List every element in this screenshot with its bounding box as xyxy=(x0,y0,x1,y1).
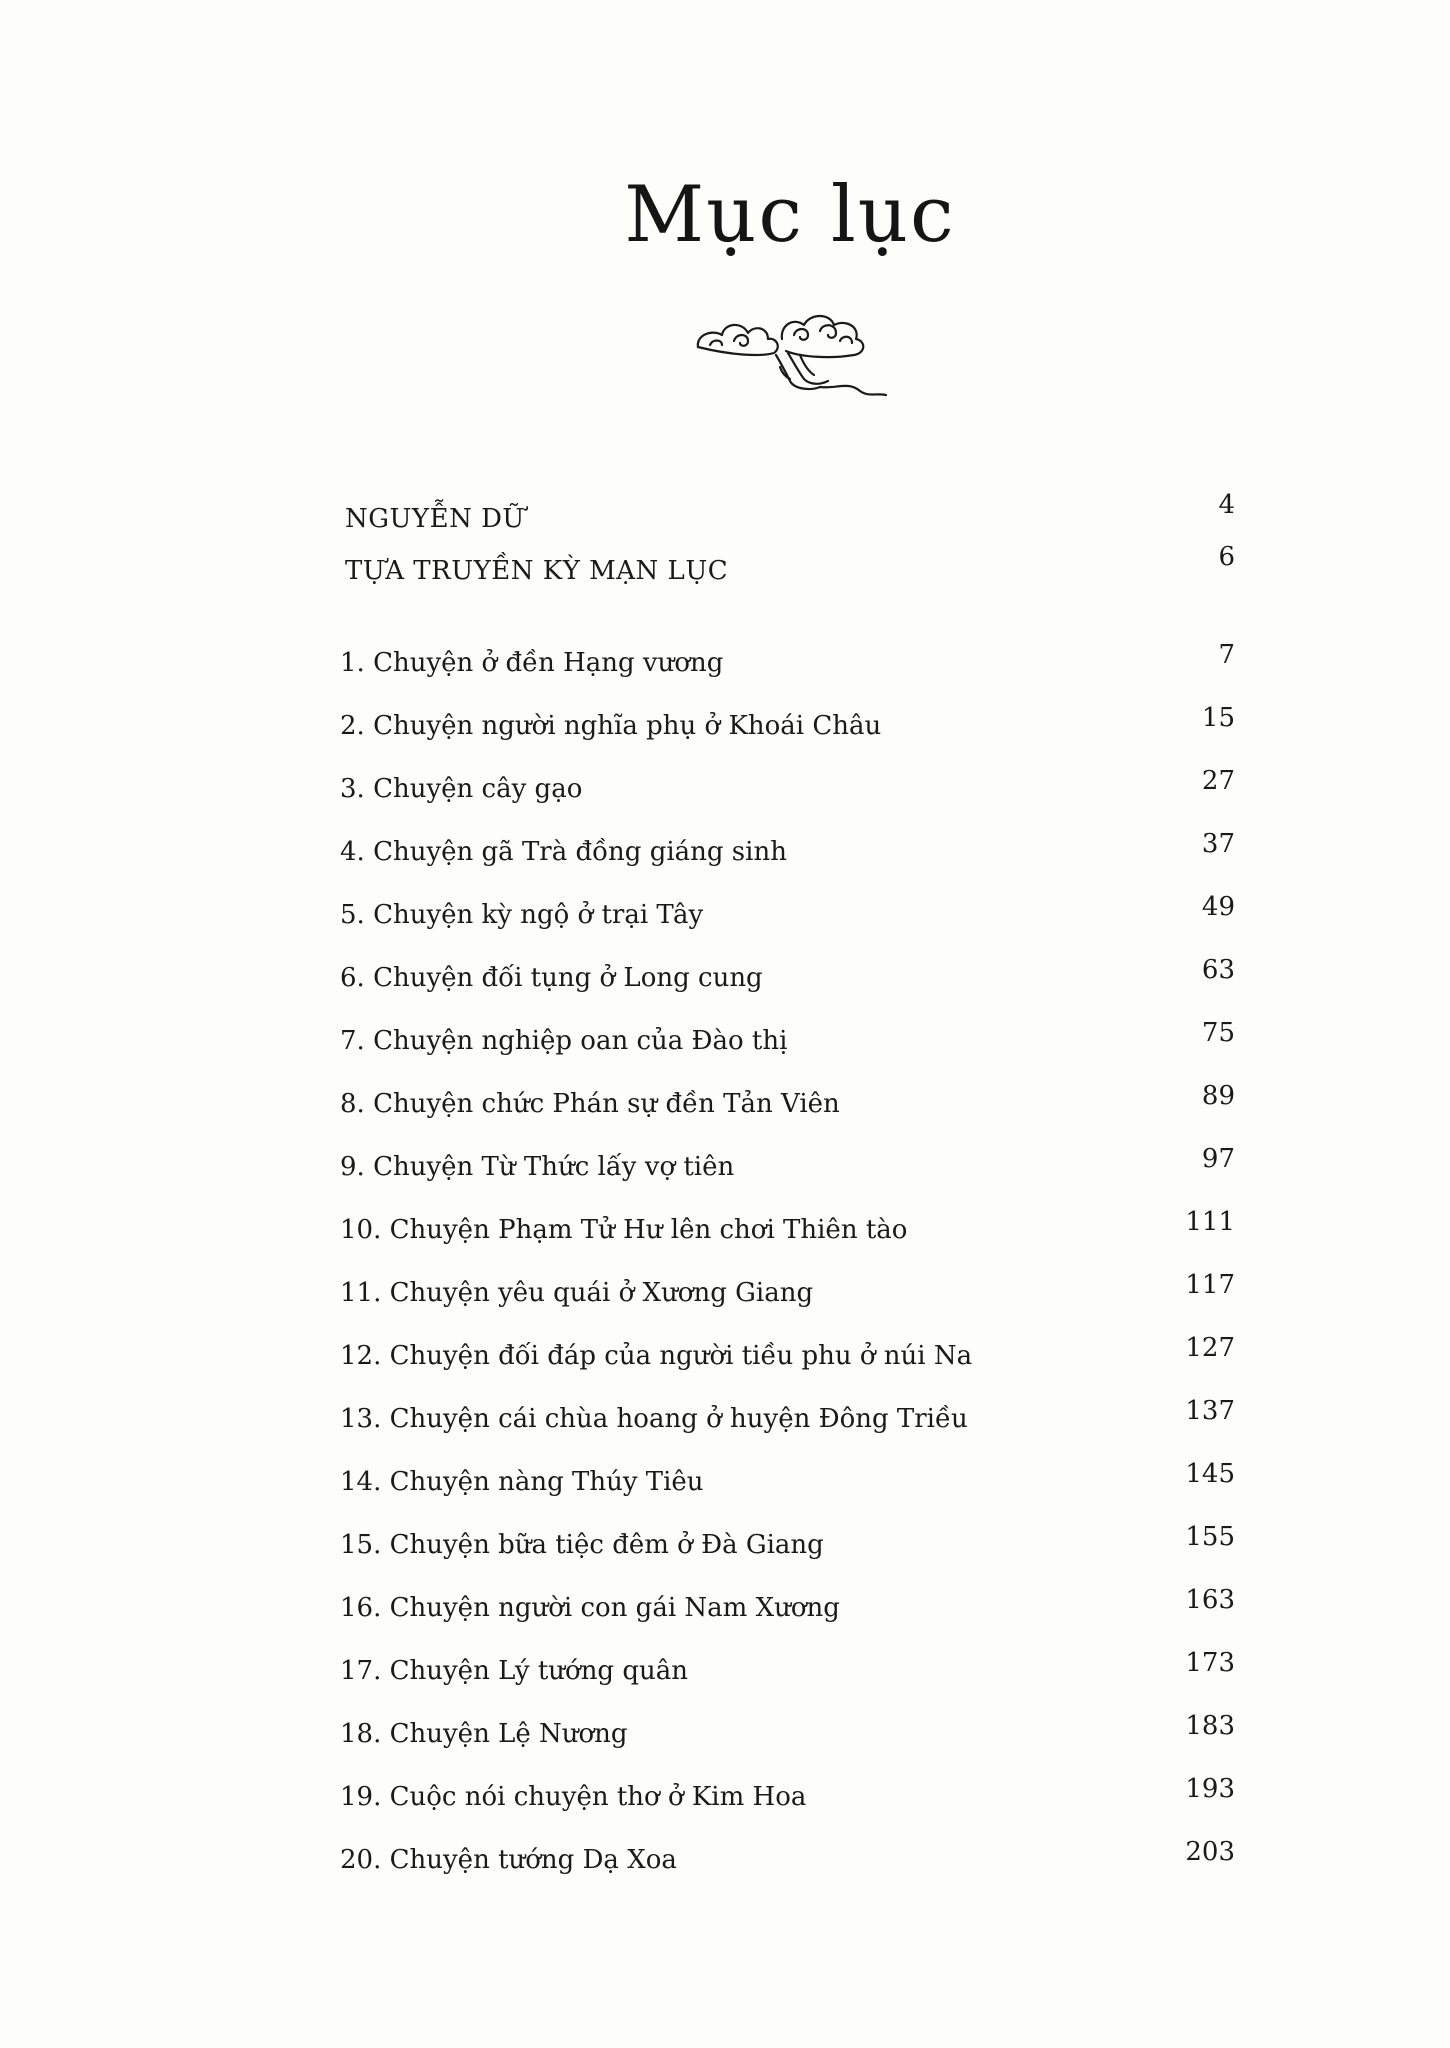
toc-entry[interactable] xyxy=(340,829,1235,883)
toc-entry[interactable] xyxy=(340,1207,1235,1261)
toc-entry[interactable] xyxy=(340,1648,1235,1702)
toc-entry-label: NGUYỄN DỮ xyxy=(345,504,525,534)
toc-entry[interactable] xyxy=(340,640,1235,694)
cloud-ornament-icon xyxy=(690,305,890,405)
toc-entry[interactable] xyxy=(340,1018,1235,1072)
toc-entry-label: 18. Chuyện Lệ Nương xyxy=(340,1719,628,1749)
toc-entry-page: 97 xyxy=(1201,1144,1235,1174)
toc-entry-label: 17. Chuyện Lý tướng quân xyxy=(340,1656,688,1686)
toc-entry-label: 14. Chuyện nàng Thúy Tiêu xyxy=(340,1467,704,1497)
toc-entry[interactable] xyxy=(340,1774,1235,1828)
toc-entry-page: 127 xyxy=(1185,1333,1235,1363)
toc-entry-label: 16. Chuyện người con gái Nam Xương xyxy=(340,1593,840,1623)
toc-entry-label: 1. Chuyện ở đền Hạng vương xyxy=(340,648,724,678)
toc-entry-page: 163 xyxy=(1185,1585,1235,1615)
toc-entry-label: 4. Chuyện gã Trà đồng giáng sinh xyxy=(340,837,787,867)
toc-entry-page: 203 xyxy=(1185,1837,1235,1867)
toc-entry-page: 15 xyxy=(1201,703,1235,733)
toc-entry-page: 63 xyxy=(1201,955,1235,985)
toc-entry[interactable] xyxy=(340,1522,1235,1576)
toc-entry-page: 183 xyxy=(1185,1711,1235,1741)
toc-entry[interactable] xyxy=(340,1081,1235,1135)
toc-entry-label: 10. Chuyện Phạm Tử Hư lên chơi Thiên tào xyxy=(340,1215,908,1245)
front-matter-author[interactable] xyxy=(340,490,1235,550)
toc-entry-page: 7 xyxy=(1218,640,1235,670)
toc-entry-label: 3. Chuyện cây gạo xyxy=(340,774,583,804)
toc-entry-page: 137 xyxy=(1185,1396,1235,1426)
toc-entry-label: 7. Chuyện nghiệp oan của Đào thị xyxy=(340,1026,788,1056)
toc-entry-page: 111 xyxy=(1185,1207,1235,1237)
toc-entry[interactable] xyxy=(340,1144,1235,1198)
toc-entry-page: 89 xyxy=(1201,1081,1235,1111)
toc-entry-page: 6 xyxy=(1218,542,1235,572)
toc-entry[interactable] xyxy=(340,766,1235,820)
toc-entry-page: 117 xyxy=(1185,1270,1235,1300)
toc-entry-label: 15. Chuyện bữa tiệc đêm ở Đà Giang xyxy=(340,1530,824,1560)
toc-entry[interactable] xyxy=(340,1270,1235,1324)
front-matter-preface[interactable] xyxy=(340,542,1235,602)
toc-entry-label: 8. Chuyện chức Phán sự đền Tản Viên xyxy=(340,1089,840,1119)
toc-entry[interactable] xyxy=(340,1837,1235,1891)
toc-entry-label: 6. Chuyện đối tụng ở Long cung xyxy=(340,963,763,993)
toc-entry-label: 12. Chuyện đối đáp của người tiều phu ở núi Na xyxy=(340,1341,973,1371)
toc-entry[interactable] xyxy=(340,1585,1235,1639)
toc-entry[interactable] xyxy=(340,892,1235,946)
toc-entry-label: TỰA TRUYỀN KỲ MẠN LỤC xyxy=(345,556,729,586)
toc-entry-label: 20. Chuyện tướng Dạ Xoa xyxy=(340,1845,677,1875)
toc-entry-page: 27 xyxy=(1201,766,1235,796)
toc-entry-page: 173 xyxy=(1185,1648,1235,1678)
toc-entry-label: 11. Chuyện yêu quái ở Xương Giang xyxy=(340,1278,814,1308)
toc-entry-label: 9. Chuyện Từ Thức lấy vợ tiên xyxy=(340,1152,735,1182)
toc-entry-page: 49 xyxy=(1201,892,1235,922)
toc-entry-label: 2. Chuyện người nghĩa phụ ở Khoái Châu xyxy=(340,711,882,741)
toc-entry-page: 75 xyxy=(1201,1018,1235,1048)
toc-entry[interactable] xyxy=(340,955,1235,1009)
toc-entry-page: 37 xyxy=(1201,829,1235,859)
toc-entry[interactable] xyxy=(340,1711,1235,1765)
toc-entry[interactable] xyxy=(340,703,1235,757)
toc-entry[interactable] xyxy=(340,1333,1235,1387)
page-title: Mục lục xyxy=(624,170,956,260)
toc-entry[interactable] xyxy=(340,1396,1235,1450)
toc-entry-page: 145 xyxy=(1185,1459,1235,1489)
toc-entry-label: 5. Chuyện kỳ ngộ ở trại Tây xyxy=(340,900,704,930)
toc-entry-label: 13. Chuyện cái chùa hoang ở huyện Đông Triều xyxy=(340,1404,968,1434)
toc-entry-label: 19. Cuộc nói chuyện thơ ở Kim Hoa xyxy=(340,1782,807,1812)
toc-entry-page: 155 xyxy=(1185,1522,1235,1552)
toc-entry-page: 193 xyxy=(1185,1774,1235,1804)
toc-entry[interactable] xyxy=(340,1459,1235,1513)
toc-entry-page: 4 xyxy=(1218,490,1235,520)
